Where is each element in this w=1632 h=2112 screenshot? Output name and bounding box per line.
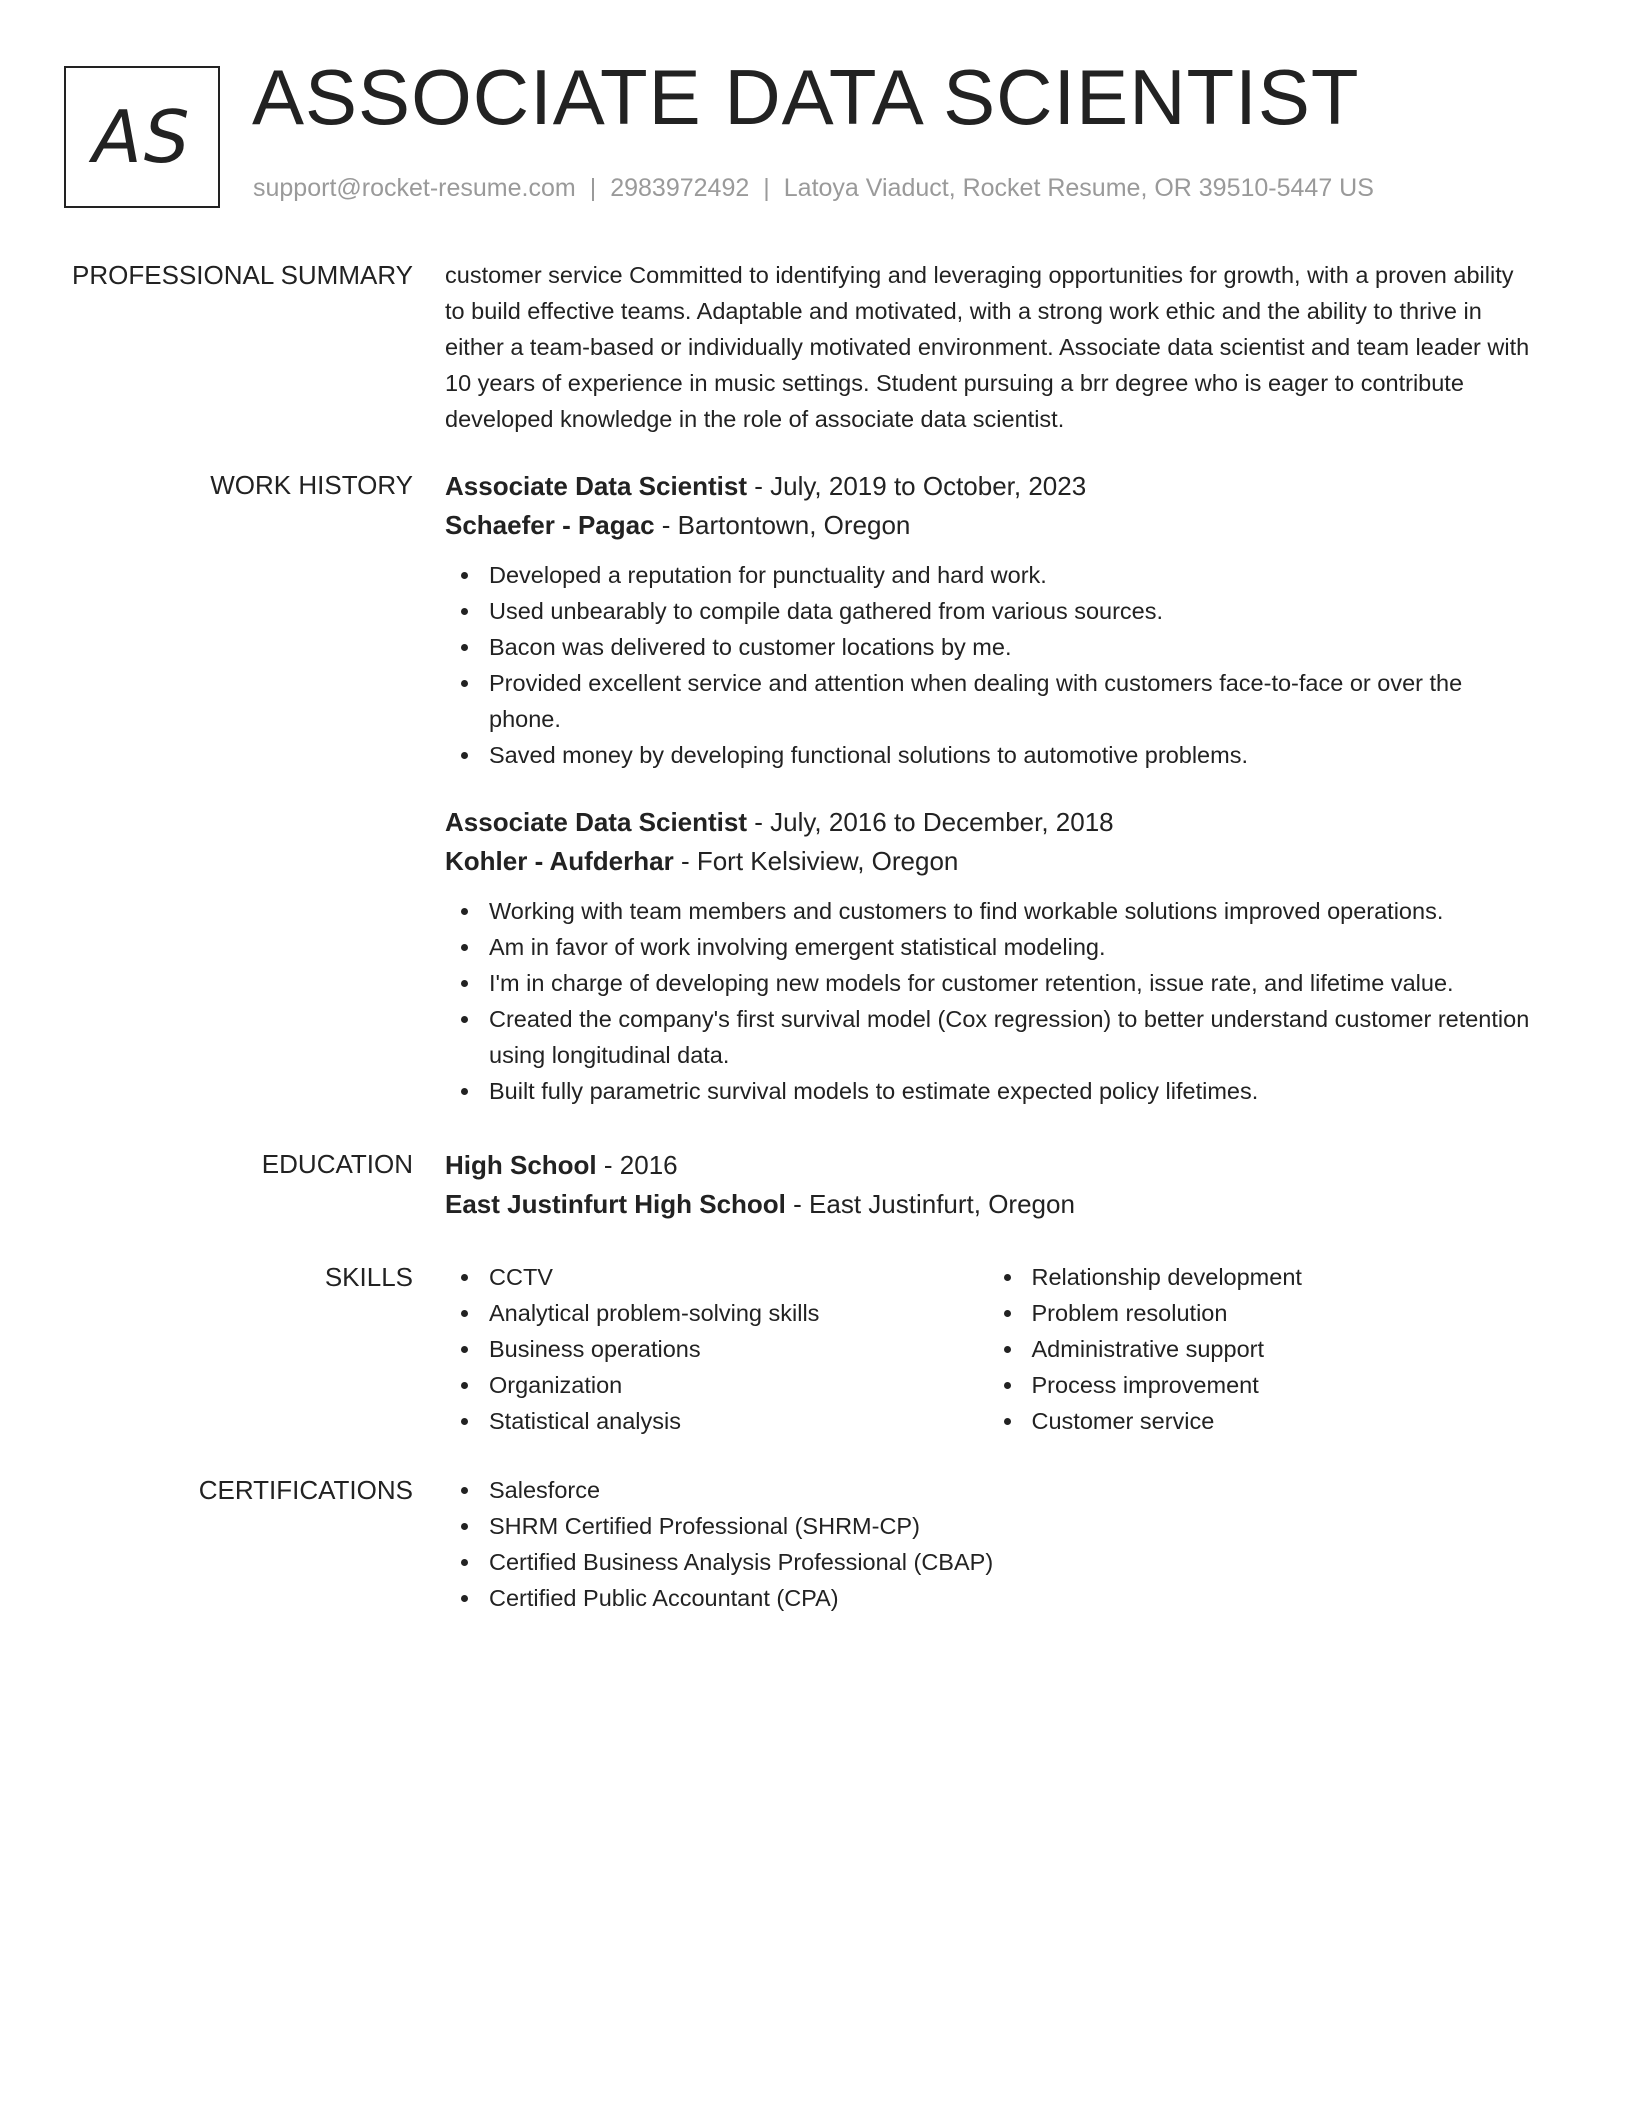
monogram-badge (64, 66, 220, 208)
job-role: Associate Data Scientist (445, 807, 748, 837)
section-title-skills: SKILLS (324, 1262, 413, 1292)
job-title-line (445, 467, 1530, 506)
job-company: Kohler - Aufderhar (445, 846, 674, 876)
list-item: Used unbearably to compile data gathered from various sources. (445, 593, 1530, 629)
list-item: Certified Public Accountant (CPA) (445, 1580, 1530, 1616)
certifications-list (445, 1472, 1530, 1616)
list-item: Administrative support (988, 1331, 1531, 1367)
list-item: Developed a reputation for punctuality and hard work. (445, 557, 1530, 593)
skills-grid (445, 1259, 1530, 1439)
job-location: - Bartontown, Oregon (654, 510, 911, 540)
list-item: Created the company's first survival model (Cox regression) to better understand customer retention using longitudinal data. (445, 1001, 1530, 1073)
summary-text: customer service Committed to identifying and leveraging opportunities for growth, with a proven ability to build effective teams. Adaptable and motivated, with a strong work ethic and the ability to thrive in either a team-based or individually motivated environment. Associate data scientist and team leader with 10 years of experience in music settings. Student pursuing a brr degree who is eager to contribute developed knowledge in the role of associate data scientist. (445, 262, 1530, 432)
list-item: Bacon was delivered to customer locations by me. (445, 629, 1530, 665)
job-entry (445, 467, 1530, 773)
monogram-initials: AS (92, 95, 192, 179)
list-item: Built fully parametric survival models to estimate expected policy lifetimes. (445, 1073, 1530, 1109)
section-title-certifications: CERTIFICATIONS (198, 1475, 413, 1505)
list-item: Saved money by developing functional solutions to automotive problems. (445, 737, 1530, 773)
job-entry (445, 803, 1530, 1109)
section-title-education: EDUCATION (261, 1149, 413, 1179)
job-company-line (445, 506, 1530, 545)
education-location: - East Justinfurt, Oregon (785, 1189, 1075, 1219)
list-item: Relationship development (988, 1259, 1531, 1295)
list-item: Customer service (988, 1403, 1531, 1439)
list-item: Working with team members and customers to find workable solutions improved operations. (445, 893, 1530, 929)
job-bullets (445, 557, 1530, 773)
contact-address: Latoya Viaduct, Rocket Resume, OR 39510-5447 US (783, 174, 1374, 202)
skills-list-left (445, 1259, 988, 1439)
resume-title: ASSOCIATE DATA SCIENTIST (252, 53, 1360, 141)
education-school-line (445, 1185, 1530, 1224)
job-title-line (445, 803, 1530, 842)
contact-phone: 2983972492 (610, 174, 750, 202)
list-item: Problem resolution (988, 1295, 1531, 1331)
job-dates: - July, 2016 to December, 2018 (747, 807, 1114, 837)
certifications-content (445, 1472, 1530, 1616)
list-item: Certified Business Analysis Professional (CBAP) (445, 1544, 1530, 1580)
list-item: Statistical analysis (445, 1403, 988, 1439)
work-content (445, 467, 1530, 1109)
contact-line (253, 176, 1374, 201)
skills-list-right (988, 1259, 1531, 1439)
section-title-work: WORK HISTORY (210, 470, 413, 500)
contact-separator: | (763, 174, 770, 202)
job-location: - Fort Kelsiview, Oregon (673, 846, 959, 876)
education-degree: High School (445, 1150, 597, 1180)
list-item: Organization (445, 1367, 988, 1403)
job-company: Schaefer - Pagac (445, 510, 655, 540)
list-item: Am in favor of work involving emergent statistical modeling. (445, 929, 1530, 965)
education-degree-line (445, 1146, 1530, 1185)
list-item: SHRM Certified Professional (SHRM-CP) (445, 1508, 1530, 1544)
list-item: CCTV (445, 1259, 988, 1295)
list-item: Analytical problem-solving skills (445, 1295, 988, 1331)
education-content (445, 1146, 1530, 1224)
section-title-summary: PROFESSIONAL SUMMARY (72, 260, 413, 290)
education-school: East Justinfurt High School (445, 1189, 786, 1219)
education-year: - 2016 (596, 1150, 678, 1180)
list-item: Business operations (445, 1331, 988, 1367)
list-item: Process improvement (988, 1367, 1531, 1403)
list-item: Salesforce (445, 1472, 1530, 1508)
list-item: Provided excellent service and attention when dealing with customers face-to-face or over the phone. (445, 665, 1530, 737)
job-role: Associate Data Scientist (445, 471, 748, 501)
list-item: I'm in charge of developing new models for customer retention, issue rate, and lifetime value. (445, 965, 1530, 1001)
job-dates: - July, 2019 to October, 2023 (747, 471, 1087, 501)
job-company-line (445, 842, 1530, 881)
contact-separator: | (589, 174, 597, 202)
job-bullets (445, 893, 1530, 1109)
contact-email: support@rocket-resume.com (253, 174, 576, 202)
